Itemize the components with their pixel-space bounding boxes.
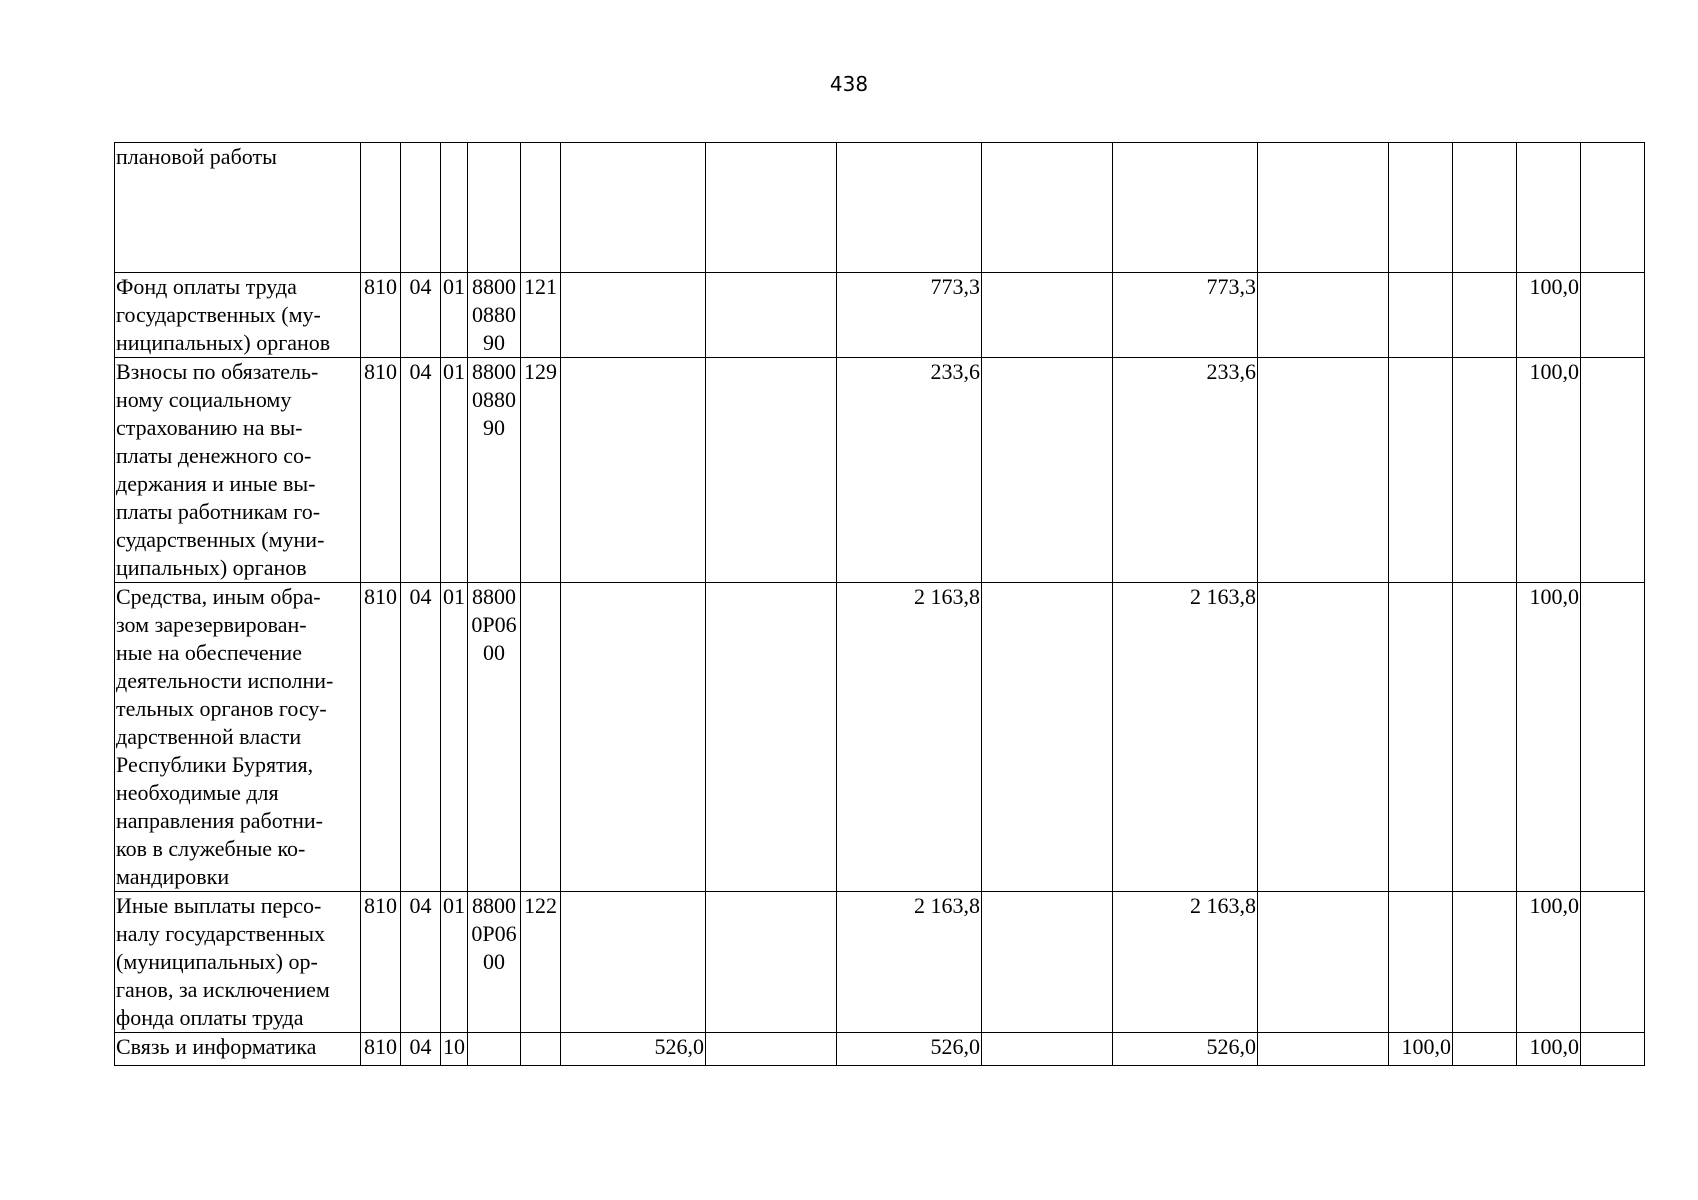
value-cell [1453,273,1517,358]
value-cell [1389,143,1453,273]
value-cell [1581,143,1645,273]
value-cell [1389,583,1453,892]
code-ministry: 810 [361,583,401,892]
value-cell [1581,892,1645,1033]
code-subsection [441,143,468,273]
value-cell [1581,583,1645,892]
code-section: 04 [401,273,441,358]
value-cell: 2 163,8 [837,583,982,892]
code-target: 8800 0880 90 [468,273,521,358]
value-cell [561,143,706,273]
code-expense-type [521,143,561,273]
value-cell [1258,1033,1389,1066]
code-ministry: 810 [361,1033,401,1066]
value-cell [982,892,1113,1033]
value-cell: 773,3 [1113,273,1258,358]
code-subsection: 01 [441,583,468,892]
code-ministry: 810 [361,358,401,583]
code-subsection: 01 [441,358,468,583]
table-row [115,892,1645,1033]
row-name: Взносы по обязатель- ному социальному страхованию на вы- платы денежного со- держания и иные вы- платы работникам го- сударственных (муни- ципальных) органов [115,358,361,583]
row-name: плановой работы [115,143,361,273]
value-cell [706,892,837,1033]
value-cell [1258,273,1389,358]
code-subsection: 01 [441,892,468,1033]
value-cell: 2 163,8 [1113,892,1258,1033]
row-name: Фонд оплаты труда государственных (му- ниципальных) органов [115,273,361,358]
value-cell [982,143,1113,273]
value-cell [1258,358,1389,583]
table-row [115,143,1645,273]
value-cell: 233,6 [1113,358,1258,583]
value-cell: 100,0 [1517,358,1581,583]
value-cell [1453,358,1517,583]
value-cell: 773,3 [837,273,982,358]
value-cell [982,1033,1113,1066]
value-cell [561,273,706,358]
table-row [115,358,1645,583]
value-cell: 100,0 [1517,892,1581,1033]
value-cell: 100,0 [1517,1033,1581,1066]
value-cell [706,143,837,273]
page-number: 438 [829,72,869,96]
code-section: 04 [401,892,441,1033]
code-target [468,1033,521,1066]
code-subsection: 10 [441,1033,468,1066]
code-expense-type [521,583,561,892]
value-cell [1517,143,1581,273]
code-ministry [361,143,401,273]
code-target: 8800 0880 90 [468,358,521,583]
value-cell: 526,0 [1113,1033,1258,1066]
value-cell [1389,358,1453,583]
value-cell [706,358,837,583]
value-cell [561,358,706,583]
code-ministry: 810 [361,273,401,358]
value-cell [561,583,706,892]
value-cell [706,583,837,892]
code-section: 04 [401,1033,441,1066]
code-section: 04 [401,583,441,892]
value-cell: 526,0 [837,1033,982,1066]
code-section [401,143,441,273]
value-cell [1389,892,1453,1033]
value-cell [1453,143,1517,273]
value-cell: 2 163,8 [1113,583,1258,892]
value-cell [1389,273,1453,358]
value-cell [561,892,706,1033]
code-section: 04 [401,358,441,583]
code-target [468,143,521,273]
value-cell [1581,358,1645,583]
value-cell [982,358,1113,583]
value-cell [1453,892,1517,1033]
table-row [115,273,1645,358]
code-expense-type: 121 [521,273,561,358]
code-ministry: 810 [361,892,401,1033]
value-cell [1258,583,1389,892]
table-row [115,583,1645,892]
value-cell: 233,6 [837,358,982,583]
value-cell [706,1033,837,1066]
value-cell [706,273,837,358]
value-cell [1581,273,1645,358]
value-cell: 100,0 [1517,273,1581,358]
code-expense-type: 129 [521,358,561,583]
code-target: 8800 0Р06 00 [468,892,521,1033]
value-cell [982,583,1113,892]
table-row [115,1033,1645,1066]
code-expense-type [521,1033,561,1066]
value-cell [837,143,982,273]
value-cell: 100,0 [1517,583,1581,892]
code-expense-type: 122 [521,892,561,1033]
value-cell [1113,143,1258,273]
value-cell [982,273,1113,358]
code-subsection: 01 [441,273,468,358]
row-name: Иные выплаты персо- налу государственных (муниципальных) ор- ганов, за исключением фонда оплаты труда [115,892,361,1033]
row-name: Средства, иным обра- зом зарезервирован- ные на обеспечение деятельности исполни- тельных органов госу- дарственной власти Республики Бурятия, необходимые для направления работни- ков в служебные ко- мандировки [115,583,361,892]
value-cell [1581,1033,1645,1066]
value-cell: 100,0 [1389,1033,1453,1066]
value-cell [1258,143,1389,273]
budget-table [114,142,1645,1066]
row-name: Связь и информатика [115,1033,361,1066]
value-cell: 2 163,8 [837,892,982,1033]
value-cell: 526,0 [561,1033,706,1066]
value-cell [1453,583,1517,892]
value-cell [1258,892,1389,1033]
code-target: 8800 0Р06 00 [468,583,521,892]
value-cell [1453,1033,1517,1066]
